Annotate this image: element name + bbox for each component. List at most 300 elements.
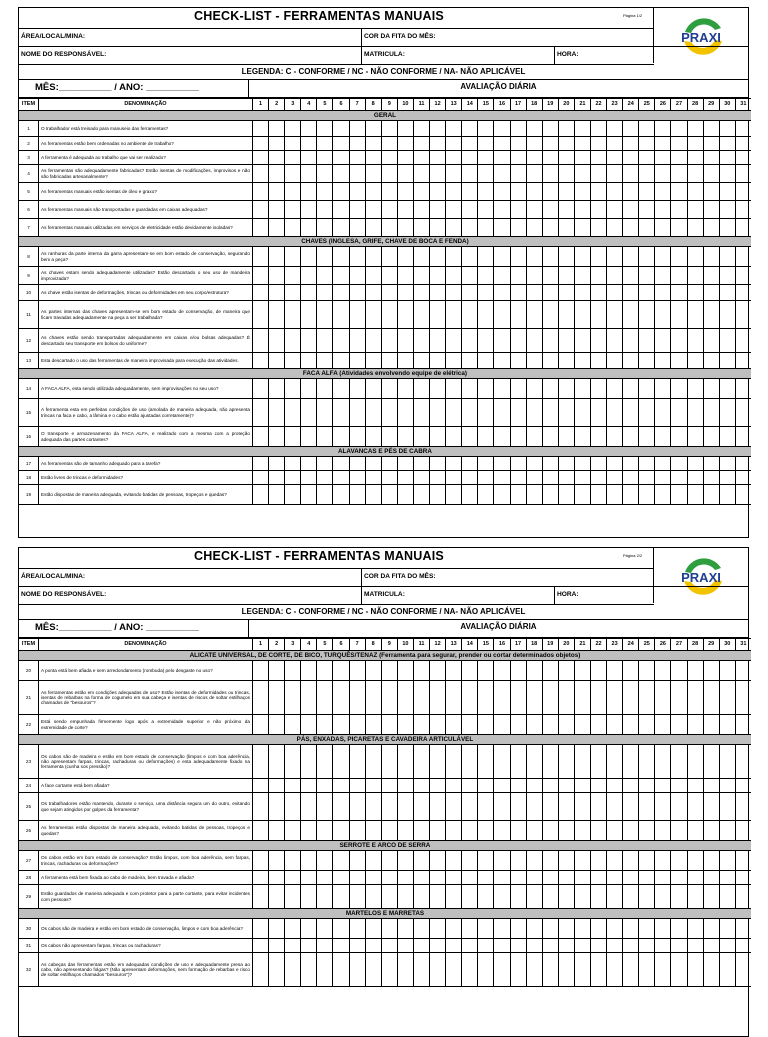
day-check-cell[interactable] xyxy=(446,301,462,329)
day-check-cell[interactable] xyxy=(333,427,349,447)
day-check-cell[interactable] xyxy=(285,267,301,285)
day-check-cell[interactable] xyxy=(607,201,623,219)
day-check-cell[interactable] xyxy=(349,165,365,183)
day-check-cell[interactable] xyxy=(671,267,687,285)
day-check-cell[interactable] xyxy=(413,151,429,165)
day-check-cell[interactable] xyxy=(285,939,301,953)
day-check-cell[interactable] xyxy=(269,427,285,447)
day-check-cell[interactable] xyxy=(430,301,446,329)
day-check-cell[interactable] xyxy=(365,471,381,485)
day-check-cell[interactable] xyxy=(285,821,301,841)
day-check-cell[interactable] xyxy=(719,399,735,427)
day-check-cell[interactable] xyxy=(333,821,349,841)
day-check-cell[interactable] xyxy=(590,165,606,183)
day-check-cell[interactable] xyxy=(703,457,719,471)
day-check-cell[interactable] xyxy=(301,165,317,183)
day-check-cell[interactable] xyxy=(607,953,623,987)
day-check-cell[interactable] xyxy=(397,939,413,953)
day-check-cell[interactable] xyxy=(510,301,526,329)
day-check-cell[interactable] xyxy=(430,247,446,267)
day-check-cell[interactable] xyxy=(719,285,735,301)
day-check-cell[interactable] xyxy=(333,219,349,237)
day-check-cell[interactable] xyxy=(413,137,429,151)
day-check-cell[interactable] xyxy=(285,681,301,715)
day-check-cell[interactable] xyxy=(510,379,526,399)
day-check-cell[interactable] xyxy=(397,201,413,219)
day-check-cell[interactable] xyxy=(253,779,269,793)
day-check-cell[interactable] xyxy=(430,137,446,151)
day-check-cell[interactable] xyxy=(510,681,526,715)
day-check-cell[interactable] xyxy=(526,821,542,841)
day-check-cell[interactable] xyxy=(623,715,639,735)
day-check-cell[interactable] xyxy=(413,219,429,237)
day-check-cell[interactable] xyxy=(397,661,413,681)
day-check-cell[interactable] xyxy=(590,681,606,715)
day-check-cell[interactable] xyxy=(574,379,590,399)
day-check-cell[interactable] xyxy=(510,267,526,285)
day-check-cell[interactable] xyxy=(494,939,510,953)
day-check-cell[interactable] xyxy=(719,485,735,505)
day-check-cell[interactable] xyxy=(446,471,462,485)
day-check-cell[interactable] xyxy=(269,151,285,165)
day-check-cell[interactable] xyxy=(687,821,703,841)
day-check-cell[interactable] xyxy=(365,247,381,267)
day-check-cell[interactable] xyxy=(558,121,574,137)
day-check-cell[interactable] xyxy=(671,201,687,219)
day-check-cell[interactable] xyxy=(446,953,462,987)
day-check-cell[interactable] xyxy=(381,165,397,183)
day-check-cell[interactable] xyxy=(317,379,333,399)
day-check-cell[interactable] xyxy=(462,471,478,485)
day-check-cell[interactable] xyxy=(735,353,751,369)
day-check-cell[interactable] xyxy=(397,219,413,237)
day-check-cell[interactable] xyxy=(703,151,719,165)
day-check-cell[interactable] xyxy=(333,457,349,471)
day-check-cell[interactable] xyxy=(397,379,413,399)
day-check-cell[interactable] xyxy=(349,661,365,681)
day-check-cell[interactable] xyxy=(510,247,526,267)
day-check-cell[interactable] xyxy=(607,939,623,953)
day-check-cell[interactable] xyxy=(446,661,462,681)
day-check-cell[interactable] xyxy=(574,871,590,885)
day-check-cell[interactable] xyxy=(446,267,462,285)
day-check-cell[interactable] xyxy=(526,151,542,165)
day-check-cell[interactable] xyxy=(478,485,494,505)
day-check-cell[interactable] xyxy=(430,745,446,779)
day-check-cell[interactable] xyxy=(381,661,397,681)
day-check-cell[interactable] xyxy=(671,779,687,793)
day-check-cell[interactable] xyxy=(317,745,333,779)
day-check-cell[interactable] xyxy=(526,745,542,779)
day-check-cell[interactable] xyxy=(703,715,719,735)
day-check-cell[interactable] xyxy=(655,137,671,151)
day-check-cell[interactable] xyxy=(623,285,639,301)
day-check-cell[interactable] xyxy=(381,871,397,885)
day-check-cell[interactable] xyxy=(478,681,494,715)
day-check-cell[interactable] xyxy=(381,779,397,793)
day-check-cell[interactable] xyxy=(542,745,558,779)
day-check-cell[interactable] xyxy=(558,267,574,285)
day-check-cell[interactable] xyxy=(526,953,542,987)
day-check-cell[interactable] xyxy=(285,165,301,183)
day-check-cell[interactable] xyxy=(381,485,397,505)
day-check-cell[interactable] xyxy=(381,285,397,301)
day-check-cell[interactable] xyxy=(253,661,269,681)
day-check-cell[interactable] xyxy=(446,851,462,871)
day-check-cell[interactable] xyxy=(623,681,639,715)
day-check-cell[interactable] xyxy=(365,793,381,821)
day-check-cell[interactable] xyxy=(381,885,397,909)
day-check-cell[interactable] xyxy=(590,121,606,137)
day-check-cell[interactable] xyxy=(590,301,606,329)
day-check-cell[interactable] xyxy=(558,137,574,151)
day-check-cell[interactable] xyxy=(542,457,558,471)
day-check-cell[interactable] xyxy=(510,715,526,735)
day-check-cell[interactable] xyxy=(671,399,687,427)
day-check-cell[interactable] xyxy=(446,715,462,735)
day-check-cell[interactable] xyxy=(655,793,671,821)
day-check-cell[interactable] xyxy=(317,871,333,885)
day-check-cell[interactable] xyxy=(735,821,751,841)
day-check-cell[interactable] xyxy=(462,427,478,447)
day-check-cell[interactable] xyxy=(397,285,413,301)
day-check-cell[interactable] xyxy=(478,851,494,871)
day-check-cell[interactable] xyxy=(687,885,703,909)
day-check-cell[interactable] xyxy=(285,201,301,219)
day-check-cell[interactable] xyxy=(430,267,446,285)
day-check-cell[interactable] xyxy=(607,779,623,793)
day-check-cell[interactable] xyxy=(671,745,687,779)
day-check-cell[interactable] xyxy=(655,919,671,939)
day-check-cell[interactable] xyxy=(478,745,494,779)
day-check-cell[interactable] xyxy=(269,939,285,953)
day-check-cell[interactable] xyxy=(381,953,397,987)
day-check-cell[interactable] xyxy=(526,219,542,237)
day-check-cell[interactable] xyxy=(639,471,655,485)
day-check-cell[interactable] xyxy=(413,485,429,505)
day-check-cell[interactable] xyxy=(607,471,623,485)
day-check-cell[interactable] xyxy=(413,661,429,681)
day-check-cell[interactable] xyxy=(301,793,317,821)
day-check-cell[interactable] xyxy=(397,681,413,715)
day-check-cell[interactable] xyxy=(542,219,558,237)
day-check-cell[interactable] xyxy=(365,121,381,137)
day-check-cell[interactable] xyxy=(494,151,510,165)
day-check-cell[interactable] xyxy=(365,137,381,151)
day-check-cell[interactable] xyxy=(590,919,606,939)
day-check-cell[interactable] xyxy=(735,151,751,165)
day-check-cell[interactable] xyxy=(430,885,446,909)
day-check-cell[interactable] xyxy=(719,661,735,681)
day-check-cell[interactable] xyxy=(381,427,397,447)
day-check-cell[interactable] xyxy=(301,471,317,485)
day-check-cell[interactable] xyxy=(285,285,301,301)
day-check-cell[interactable] xyxy=(558,851,574,871)
day-check-cell[interactable] xyxy=(269,183,285,201)
day-check-cell[interactable] xyxy=(639,285,655,301)
day-check-cell[interactable] xyxy=(381,329,397,353)
day-check-cell[interactable] xyxy=(607,151,623,165)
day-check-cell[interactable] xyxy=(639,681,655,715)
day-check-cell[interactable] xyxy=(462,329,478,353)
day-check-cell[interactable] xyxy=(301,953,317,987)
day-check-cell[interactable] xyxy=(526,681,542,715)
day-check-cell[interactable] xyxy=(478,715,494,735)
day-check-cell[interactable] xyxy=(349,485,365,505)
day-check-cell[interactable] xyxy=(446,485,462,505)
month-year-field[interactable]: MÊS:__________ / ANO: __________ xyxy=(35,622,199,633)
day-check-cell[interactable] xyxy=(655,301,671,329)
day-check-cell[interactable] xyxy=(381,919,397,939)
day-check-cell[interactable] xyxy=(719,885,735,909)
day-check-cell[interactable] xyxy=(333,851,349,871)
day-check-cell[interactable] xyxy=(558,939,574,953)
day-check-cell[interactable] xyxy=(510,485,526,505)
day-check-cell[interactable] xyxy=(381,851,397,871)
day-check-cell[interactable] xyxy=(253,953,269,987)
day-check-cell[interactable] xyxy=(687,137,703,151)
day-check-cell[interactable] xyxy=(671,219,687,237)
day-check-cell[interactable] xyxy=(510,851,526,871)
day-check-cell[interactable] xyxy=(735,457,751,471)
day-check-cell[interactable] xyxy=(397,793,413,821)
day-check-cell[interactable] xyxy=(590,427,606,447)
day-check-cell[interactable] xyxy=(510,953,526,987)
day-check-cell[interactable] xyxy=(607,219,623,237)
day-check-cell[interactable] xyxy=(285,329,301,353)
day-check-cell[interactable] xyxy=(349,793,365,821)
day-check-cell[interactable] xyxy=(526,329,542,353)
day-check-cell[interactable] xyxy=(413,399,429,427)
day-check-cell[interactable] xyxy=(413,871,429,885)
day-check-cell[interactable] xyxy=(526,885,542,909)
day-check-cell[interactable] xyxy=(253,285,269,301)
day-check-cell[interactable] xyxy=(301,745,317,779)
day-check-cell[interactable] xyxy=(301,485,317,505)
day-check-cell[interactable] xyxy=(574,661,590,681)
day-check-cell[interactable] xyxy=(478,885,494,909)
day-check-cell[interactable] xyxy=(574,353,590,369)
day-check-cell[interactable] xyxy=(558,793,574,821)
day-check-cell[interactable] xyxy=(365,821,381,841)
day-check-cell[interactable] xyxy=(542,779,558,793)
day-check-cell[interactable] xyxy=(510,201,526,219)
day-check-cell[interactable] xyxy=(446,379,462,399)
day-check-cell[interactable] xyxy=(671,485,687,505)
day-check-cell[interactable] xyxy=(494,301,510,329)
day-check-cell[interactable] xyxy=(494,715,510,735)
day-check-cell[interactable] xyxy=(446,201,462,219)
day-check-cell[interactable] xyxy=(590,851,606,871)
day-check-cell[interactable] xyxy=(478,919,494,939)
day-check-cell[interactable] xyxy=(317,353,333,369)
day-check-cell[interactable] xyxy=(413,165,429,183)
day-check-cell[interactable] xyxy=(526,661,542,681)
day-check-cell[interactable] xyxy=(446,151,462,165)
day-check-cell[interactable] xyxy=(510,471,526,485)
day-check-cell[interactable] xyxy=(703,851,719,871)
day-check-cell[interactable] xyxy=(623,201,639,219)
day-check-cell[interactable] xyxy=(349,851,365,871)
day-check-cell[interactable] xyxy=(574,885,590,909)
day-check-cell[interactable] xyxy=(687,247,703,267)
day-check-cell[interactable] xyxy=(542,285,558,301)
day-check-cell[interactable] xyxy=(542,151,558,165)
day-check-cell[interactable] xyxy=(639,165,655,183)
day-check-cell[interactable] xyxy=(558,247,574,267)
day-check-cell[interactable] xyxy=(526,871,542,885)
day-check-cell[interactable] xyxy=(397,301,413,329)
day-check-cell[interactable] xyxy=(703,939,719,953)
day-check-cell[interactable] xyxy=(478,165,494,183)
day-check-cell[interactable] xyxy=(671,427,687,447)
day-check-cell[interactable] xyxy=(446,121,462,137)
day-check-cell[interactable] xyxy=(317,793,333,821)
day-check-cell[interactable] xyxy=(253,219,269,237)
day-check-cell[interactable] xyxy=(639,821,655,841)
day-check-cell[interactable] xyxy=(494,953,510,987)
day-check-cell[interactable] xyxy=(655,851,671,871)
day-check-cell[interactable] xyxy=(542,353,558,369)
day-check-cell[interactable] xyxy=(381,183,397,201)
day-check-cell[interactable] xyxy=(397,165,413,183)
day-check-cell[interactable] xyxy=(735,661,751,681)
day-check-cell[interactable] xyxy=(590,779,606,793)
day-check-cell[interactable] xyxy=(494,851,510,871)
day-check-cell[interactable] xyxy=(333,201,349,219)
day-check-cell[interactable] xyxy=(462,399,478,427)
day-check-cell[interactable] xyxy=(574,121,590,137)
day-check-cell[interactable] xyxy=(542,183,558,201)
day-check-cell[interactable] xyxy=(333,779,349,793)
day-check-cell[interactable] xyxy=(655,329,671,353)
day-check-cell[interactable] xyxy=(365,379,381,399)
day-check-cell[interactable] xyxy=(333,399,349,427)
day-check-cell[interactable] xyxy=(639,793,655,821)
day-check-cell[interactable] xyxy=(655,821,671,841)
day-check-cell[interactable] xyxy=(413,779,429,793)
day-check-cell[interactable] xyxy=(719,183,735,201)
day-check-cell[interactable] xyxy=(735,919,751,939)
day-check-cell[interactable] xyxy=(639,379,655,399)
day-check-cell[interactable] xyxy=(478,247,494,267)
day-check-cell[interactable] xyxy=(333,885,349,909)
day-check-cell[interactable] xyxy=(462,457,478,471)
day-check-cell[interactable] xyxy=(687,953,703,987)
day-check-cell[interactable] xyxy=(623,457,639,471)
day-check-cell[interactable] xyxy=(687,745,703,779)
day-check-cell[interactable] xyxy=(510,353,526,369)
day-check-cell[interactable] xyxy=(317,821,333,841)
day-check-cell[interactable] xyxy=(687,793,703,821)
day-check-cell[interactable] xyxy=(430,939,446,953)
day-check-cell[interactable] xyxy=(285,793,301,821)
day-check-cell[interactable] xyxy=(430,953,446,987)
day-check-cell[interactable] xyxy=(735,267,751,285)
day-check-cell[interactable] xyxy=(671,919,687,939)
day-check-cell[interactable] xyxy=(590,871,606,885)
day-check-cell[interactable] xyxy=(301,121,317,137)
day-check-cell[interactable] xyxy=(639,329,655,353)
day-check-cell[interactable] xyxy=(269,821,285,841)
day-check-cell[interactable] xyxy=(623,919,639,939)
day-check-cell[interactable] xyxy=(269,457,285,471)
day-check-cell[interactable] xyxy=(478,821,494,841)
day-check-cell[interactable] xyxy=(526,183,542,201)
day-check-cell[interactable] xyxy=(462,379,478,399)
day-check-cell[interactable] xyxy=(413,821,429,841)
day-check-cell[interactable] xyxy=(542,661,558,681)
day-check-cell[interactable] xyxy=(558,681,574,715)
day-check-cell[interactable] xyxy=(590,267,606,285)
day-check-cell[interactable] xyxy=(253,871,269,885)
day-check-cell[interactable] xyxy=(510,165,526,183)
day-check-cell[interactable] xyxy=(285,471,301,485)
day-check-cell[interactable] xyxy=(285,779,301,793)
day-check-cell[interactable] xyxy=(253,939,269,953)
day-check-cell[interactable] xyxy=(253,681,269,715)
day-check-cell[interactable] xyxy=(703,919,719,939)
day-check-cell[interactable] xyxy=(253,151,269,165)
day-check-cell[interactable] xyxy=(478,871,494,885)
day-check-cell[interactable] xyxy=(269,121,285,137)
day-check-cell[interactable] xyxy=(510,427,526,447)
day-check-cell[interactable] xyxy=(494,457,510,471)
day-check-cell[interactable] xyxy=(510,285,526,301)
day-check-cell[interactable] xyxy=(590,715,606,735)
day-check-cell[interactable] xyxy=(413,745,429,779)
day-check-cell[interactable] xyxy=(413,267,429,285)
day-check-cell[interactable] xyxy=(413,301,429,329)
day-check-cell[interactable] xyxy=(365,219,381,237)
day-check-cell[interactable] xyxy=(253,247,269,267)
day-check-cell[interactable] xyxy=(301,919,317,939)
day-check-cell[interactable] xyxy=(253,851,269,871)
day-check-cell[interactable] xyxy=(446,183,462,201)
day-check-cell[interactable] xyxy=(349,471,365,485)
day-check-cell[interactable] xyxy=(317,779,333,793)
day-check-cell[interactable] xyxy=(671,885,687,909)
day-check-cell[interactable] xyxy=(301,427,317,447)
day-check-cell[interactable] xyxy=(558,715,574,735)
day-check-cell[interactable] xyxy=(494,821,510,841)
day-check-cell[interactable] xyxy=(574,183,590,201)
day-check-cell[interactable] xyxy=(413,379,429,399)
day-check-cell[interactable] xyxy=(703,121,719,137)
day-check-cell[interactable] xyxy=(269,885,285,909)
day-check-cell[interactable] xyxy=(301,151,317,165)
day-check-cell[interactable] xyxy=(494,661,510,681)
day-check-cell[interactable] xyxy=(639,953,655,987)
day-check-cell[interactable] xyxy=(478,379,494,399)
day-check-cell[interactable] xyxy=(317,285,333,301)
day-check-cell[interactable] xyxy=(478,953,494,987)
day-check-cell[interactable] xyxy=(542,165,558,183)
day-check-cell[interactable] xyxy=(687,661,703,681)
day-check-cell[interactable] xyxy=(735,871,751,885)
day-check-cell[interactable] xyxy=(317,953,333,987)
day-check-cell[interactable] xyxy=(639,851,655,871)
day-check-cell[interactable] xyxy=(510,183,526,201)
day-check-cell[interactable] xyxy=(365,285,381,301)
day-check-cell[interactable] xyxy=(494,471,510,485)
day-check-cell[interactable] xyxy=(639,939,655,953)
day-check-cell[interactable] xyxy=(413,715,429,735)
day-check-cell[interactable] xyxy=(365,885,381,909)
day-check-cell[interactable] xyxy=(510,457,526,471)
day-check-cell[interactable] xyxy=(558,885,574,909)
day-check-cell[interactable] xyxy=(301,285,317,301)
